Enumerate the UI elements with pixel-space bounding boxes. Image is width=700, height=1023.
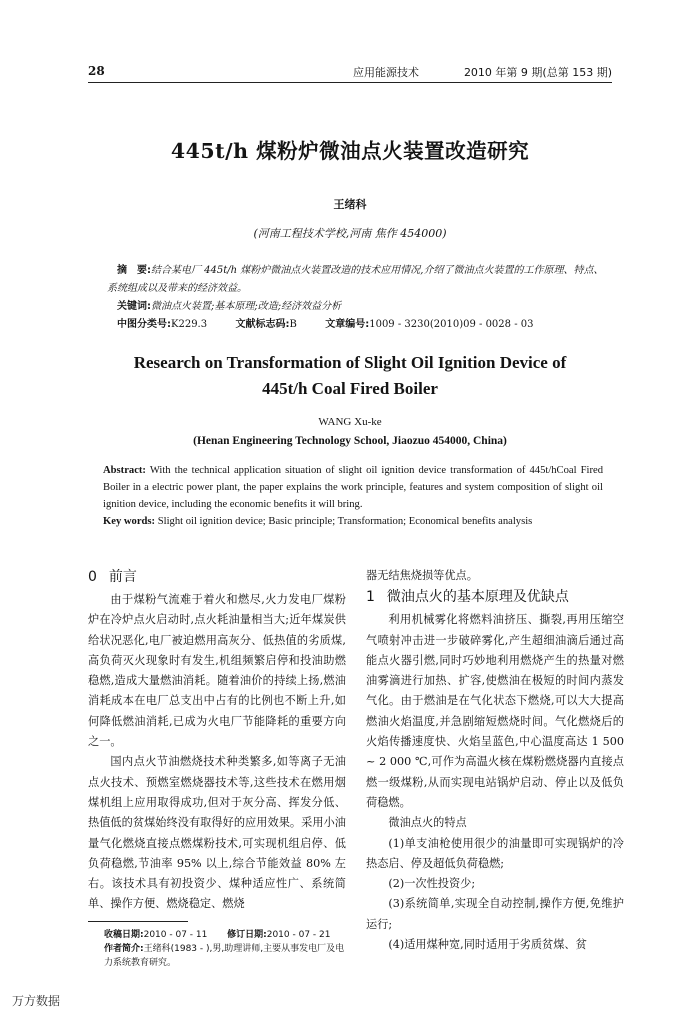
issue-info: 2010 年第 9 期(总第 153 期) <box>463 66 612 79</box>
footnote-divider <box>88 921 188 922</box>
abstract-cn-text: 结合某电厂 445t/h 煤粉炉微油点火装置改造的技术应用情况,介绍了微油点火装置的工作原理、特点、系统组成以及带来的经济效益。 <box>107 265 604 294</box>
section-1-heading <box>366 586 624 608</box>
feature-item-3: (3)系统简单,实现全自动控制,操作方便,免维护运行; <box>366 897 624 931</box>
section-0-paragraph-2: 国内点火节油燃烧技术种类繁多,如等离子无油点火技术、预燃室燃烧器技术等,这些技术在燃用烟煤机组上应用取得成功,但对于灰分高、挥发分低、热值低的贫煤始终没有取得好的应用效果。采用小油量气化燃烧直接点燃煤粉技术,可实现机组启停、低负荷稳燃,节油率 95% 以上,综合节能效益 80% 左右。该技术具有初投资少、煤种适应性广、系统简单、操作方便、燃烧稳定、燃烧 <box>88 755 346 911</box>
feature-item-1: (1)单支油枪使用很少的油量即可实现锅炉的冷热态启、停及超低负荷稳燃; <box>366 836 624 870</box>
page-number: 28 <box>88 64 105 78</box>
feature-item-4: (4)适用煤种宽,同时适用于劣质贫煤、贫 <box>388 938 587 952</box>
affiliation-english: (Henan Engineering Technology School, Jiaozuo 454000, China) <box>193 435 507 447</box>
right-column <box>366 566 624 955</box>
keywords-cn-label: 关键词: <box>117 301 151 312</box>
keywords-cn: 微油点火装置;基本原理;改造;经济效益分析 <box>151 301 342 312</box>
clc-code: K229.3 <box>171 319 208 330</box>
article-no: 1009 - 3230(2010)09 - 0028 - 03 <box>369 319 534 330</box>
title-en-line2: 445t/h Coal Fired Boiler <box>262 379 438 398</box>
footnote <box>88 928 350 970</box>
section-0-paragraph-1: 由于煤粉气流难于着火和燃尽,火力发电厂煤粉炉在冷炉点火启动时,点火耗油量相当大;近年煤炭供给状况恶化,电厂被迫燃用高灰分、低热值的劣质煤,高负荷灭火现象时有发生,机组频繁启停和投油助燃稳燃,造成大量燃油消耗。随着油价的持续上扬,燃油消耗成本在电厂总支出中占有的比例也不断上升,如何降低燃油消耗,已成为火电厂节能降耗的重要方向之一。 <box>88 593 346 749</box>
feature-item-2: (2)一次性投资少; <box>388 877 476 891</box>
section-0-title: 前言 <box>108 569 137 585</box>
left-column <box>88 566 346 915</box>
section-0-number: 0 <box>88 569 97 585</box>
author-chinese: 王绪科 <box>333 198 367 211</box>
section-0-heading <box>88 566 346 588</box>
continuation-text: 器无结焦烧损等优点。 <box>366 569 478 582</box>
author-english: WANG Xu-ke <box>318 416 382 428</box>
revised-date: 2010 - 07 - 21 <box>266 930 331 940</box>
article-no-label: 文章编号: <box>325 319 370 330</box>
received-label: 收稿日期: <box>104 930 144 940</box>
doc-code-label: 文献标志码: <box>235 319 290 330</box>
title-chinese: 445t/h 煤粉炉微油点火装置改造研究 <box>170 139 530 163</box>
title-en-line1: Research on Transformation of Slight Oil Ignition Device of <box>133 353 567 372</box>
author-bio: 王绪科(1983 - ),男,助理讲师,主要从事发电厂及电力系统教育研究。 <box>104 944 345 968</box>
section-1-paragraph-2: 微油点火的特点 <box>388 816 467 830</box>
affiliation-chinese: (河南工程技术学校,河南 焦作 454000) <box>253 227 447 240</box>
received-date: 2010 - 07 - 11 <box>143 930 208 940</box>
title-english <box>0 350 700 402</box>
doc-code: B <box>289 319 297 330</box>
bio-label: 作者简介: <box>104 944 144 954</box>
clc-label: 中图分类号: <box>117 319 171 330</box>
keywords-en: Slight oil ignition device; Basic principle; Transformation; Economical benefits analysis <box>155 516 533 527</box>
abstract-en-label: Abstract: <box>103 465 146 476</box>
keywords-en-label: Key words: <box>103 516 156 527</box>
running-header <box>88 62 612 83</box>
abstract-en-text: With the technical application situation of slight oil ignition device transformation of 445t/hCoal Fired Boiler in a electric power plant, the paper explains the work principle, features and system composition of slight oil ignition device, including the economic benefits it will bring. <box>103 465 603 510</box>
section-1-title: 微油点火的基本原理及优缺点 <box>386 589 569 606</box>
journal-name: 应用能源技术 <box>353 66 419 79</box>
watermark: 万方数据 <box>12 994 61 1008</box>
abstract-english <box>103 462 603 530</box>
section-1-number: 1 <box>366 589 375 606</box>
abstract-chinese <box>107 262 607 334</box>
abstract-cn-label: 摘 要: <box>117 265 151 276</box>
revised-label: 修订日期: <box>227 930 267 940</box>
section-1-paragraph-1: 利用机械雾化将燃料油挤压、撕裂,再用压缩空气喷射冲击进一步破碎雾化,产生超细油滴后通过高能点火器引燃,同时巧妙地利用燃烧产生的热量对燃油雾滴进行加热、扩容,使燃油在极短的时间内蒸发气化。由于燃油是在气化状态下燃烧,可以大大提高燃油火焰温度,并急剧缩短燃烧时间。气化燃烧后的火焰传播速度快、火焰呈蓝色,中心温度高达 1 500 ~ 2 000 ℃,可作为高温火核在煤粉燃烧器内直接点燃一级煤粉,从而实现电站锅炉启动、停止以及低负荷稳燃。 <box>366 613 624 809</box>
